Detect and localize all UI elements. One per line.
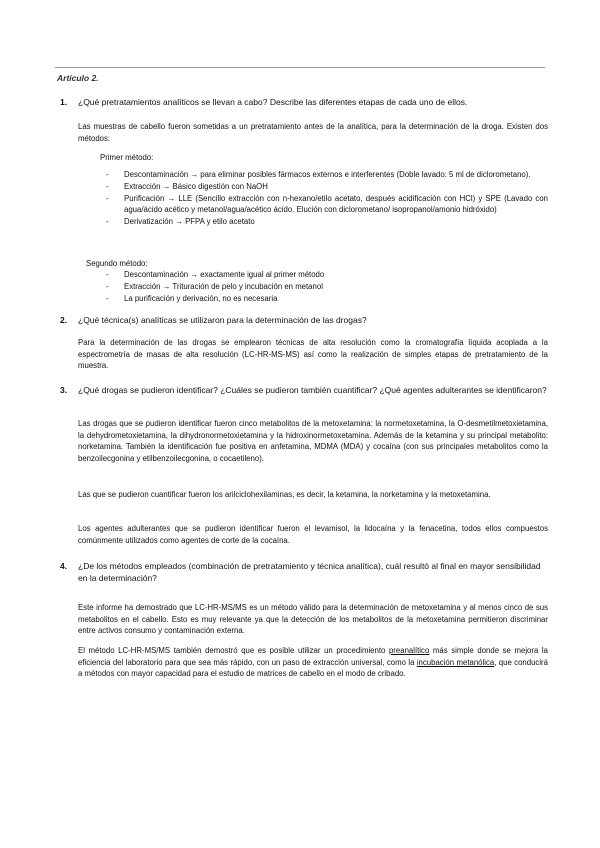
list-item: - Descontaminación → para eliminar posibles fármacos externos e interferentes (Doble lavado: 5 ml de diclorometano).	[106, 170, 531, 179]
list-item: - Descontaminación → exactamente igual al primer método	[106, 270, 325, 279]
question-2	[60, 314, 548, 326]
list-item: - La purificación y derivación, no es necesaria	[106, 294, 278, 303]
method1-list	[106, 169, 548, 228]
question-4-text: ¿De los métodos empleados (combinación de pretratamiento y técnica analítica), cuál resultó al final en mayor sensibilidad en la determinación?	[78, 561, 541, 583]
question-4-number: 4.	[60, 561, 68, 571]
question-3-text: ¿Qué drogas se pudieron identificar? ¿Cuáles se pudieron también cuantificar? ¿Qué agentes adulterantes se identificaron?	[78, 385, 547, 395]
question-3	[60, 384, 548, 396]
list-item: - Extracción → Básico digestión con NaOH	[106, 182, 268, 191]
article-title: Artículo 2.	[57, 73, 99, 83]
question-3-number: 3.	[60, 385, 68, 395]
underlined-term: preanalítico	[388, 646, 430, 655]
question-4	[60, 560, 548, 584]
q3-answer-1: Las drogas que se pudieron identificar fueron cinco metabolitos de la metoxetamina: la normetoxetamina, la O-desmetilmetoxietamina, la dehydrometoxietamina, la dihydronormetoxietamina y la hidroxinormetoxetamina. Además de la ketamina y su principal metabolito: norketamina. También la identificación fue positiva en anfetamina, MDMA (MDA) y cocaína (con sus principales metabolitos como la benzoilecgonina y etilbenzoilecgonina, o cocaetileno).	[78, 419, 548, 464]
q2-answer: Para la determinación de las drogas se emplearon técnicas de alta resolución como la cromatografía líquida acoplada a la espectrometría de masas de alta resolución (LC-HR-MS-MS) así como la realización de simples etapas de pretratamiento de la muestra.	[78, 338, 548, 371]
list-item: - Purificación → LLE (Sencillo extracción con n-hexano/etilo acetato, después acidificación con HCl) y SPE (Lavado con agua/ácido acético y metanol/agua/acético ácido. Elución con diclorometano/ isopropanol/amonio hidróxido)	[106, 194, 548, 214]
question-1-text: ¿Qué pretratamientos analíticos se llevan a cabo? Describe las diferentes etapas de cada uno de ellos.	[78, 97, 468, 107]
q3-answer-3: Los agentes adulterantes que se pudieron identificar fueron el levamisol, la lidocaína y la fenacetina, todos ellos compuestos comúnmente utilizados como agentes de corte de la cocaína.	[78, 524, 548, 545]
method2-list	[106, 269, 548, 305]
q1-intro: Las muestras de cabello fueron sometidas a un pretratamiento antes de la analítica, para la determinación de la droga. Existen dos métodos:	[78, 122, 548, 143]
q3-answer-2: Las que se pudieron cuantificar fueron los arilciclohexilaminas, es decir, la ketamina, la norketamina y la metoxetamina.	[78, 490, 491, 499]
method1-label: Primer método:	[100, 153, 154, 162]
question-2-number: 2.	[60, 315, 68, 325]
q4-answer-2: El método LC-HR-MS/MS también demostró que es posible utilizar un procedimiento preanalítico más simple donde se mejora la eficiencia del laboratorio para que sea más rápido, con un paso de extracción universal, como la incubación metanólica, que conducirá a métodos con mayor capacidad para el estudio de matrices de cabello en el modo de cribado.	[78, 646, 548, 679]
list-item: - Derivatización → PFPA y etilo acetato	[106, 217, 255, 226]
question-1-number: 1.	[60, 97, 68, 107]
question-2-text: ¿Qué técnica(s) analíticas se utilizaron para la determinación de las drogas?	[78, 315, 367, 325]
underlined-term: incubación metanólica	[416, 657, 495, 667]
list-item: - Extracción → Trituración de pelo y incubación en metanol	[106, 282, 323, 291]
top-divider	[55, 67, 545, 68]
method2-label: Segundo método:	[86, 259, 148, 268]
q4-answer-1: Este informe ha demostrado que LC-HR-MS/MS es un método válido para la determinación de metoxetamina y al menos cinco de sus metabolitos en el cabello. Esto es muy relevante ya que la detección de los metabolitos de la metoxetamina permitieron discriminar entre activos consumo y contaminación externa.	[78, 603, 548, 636]
question-1	[60, 96, 548, 108]
